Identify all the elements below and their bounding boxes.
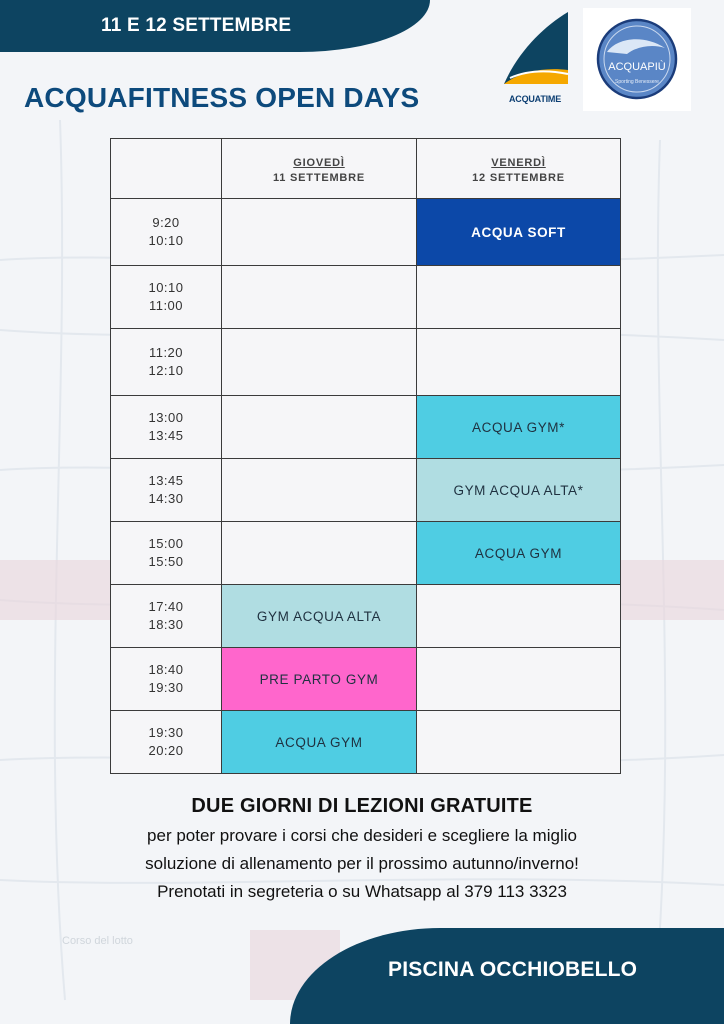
class-cell-friday (417, 266, 621, 329)
schedule-header-row (111, 139, 621, 199)
time-cell (111, 396, 222, 459)
faint-watermark-text: Corso del lotto (62, 935, 133, 947)
day-header-friday (417, 139, 621, 199)
time-end: 20:20 (148, 743, 184, 758)
class-cell-friday (417, 711, 621, 774)
booking-info: Prenotati in segreteria o su Whatsapp al 379 113 3323 (157, 882, 567, 901)
time-end: 12:10 (148, 363, 184, 378)
time-start: 18:40 (148, 662, 184, 677)
time-end: 13:45 (148, 428, 184, 443)
table-row (111, 585, 621, 648)
time-end: 18:30 (148, 617, 184, 632)
location-label: PISCINA OCCHIOBELLO (388, 958, 638, 981)
time-end: 14:30 (148, 491, 184, 506)
class-cell-thursday: ACQUA GYM (222, 711, 417, 774)
time-end: 10:10 (148, 233, 184, 248)
class-cell-thursday (222, 522, 417, 585)
table-row (111, 199, 621, 266)
time-start: 13:45 (148, 473, 184, 488)
class-cell-thursday (222, 199, 417, 266)
dates-banner: 11 E 12 SETTEMBRE (101, 15, 292, 36)
class-cell-friday: ACQUA SOFT (417, 199, 621, 266)
day-name: VENERDÌ (491, 157, 546, 169)
class-cell-friday: GYM ACQUA ALTA* (417, 459, 621, 522)
time-cell (111, 459, 222, 522)
table-row (111, 266, 621, 329)
day-header-thursday (222, 139, 417, 199)
time-start: 17:40 (148, 599, 184, 614)
acquapiu-text: ACQUAPIÙ (608, 61, 666, 73)
description-line-2: soluzione di allenamento per il prossimo autunno/inverno! (145, 854, 579, 873)
table-row (111, 711, 621, 774)
schedule-table (110, 138, 621, 774)
class-cell-thursday: PRE PARTO GYM (222, 648, 417, 711)
time-cell (111, 711, 222, 774)
day-date: 11 SETTEMBRE (272, 172, 366, 184)
time-start: 9:20 (152, 215, 180, 230)
table-row (111, 648, 621, 711)
class-cell-friday (417, 648, 621, 711)
time-cell (111, 266, 222, 329)
page-title: ACQUAFITNESS OPEN DAYS (24, 82, 420, 113)
day-name: GIOVEDÌ (293, 157, 345, 169)
time-end: 15:50 (148, 554, 184, 569)
time-start: 15:00 (148, 536, 184, 551)
class-cell-thursday (222, 459, 417, 522)
table-row (111, 396, 621, 459)
class-cell-thursday (222, 396, 417, 459)
class-cell-friday (417, 329, 621, 396)
acquapiu-subtext: Sporting Benessere (615, 79, 659, 85)
time-start: 10:10 (148, 280, 184, 295)
time-cell (111, 329, 222, 396)
time-cell (111, 648, 222, 711)
time-cell (111, 585, 222, 648)
class-cell-thursday (222, 266, 417, 329)
description-line-1: per poter provare i corsi che desideri e scegliere la miglio (147, 826, 577, 845)
offer-headline: DUE GIORNI DI LEZIONI GRATUITE (191, 795, 533, 817)
class-cell-friday (417, 585, 621, 648)
class-cell-thursday: GYM ACQUA ALTA (222, 585, 417, 648)
time-start: 13:00 (148, 410, 184, 425)
acquatime-text: ACQUATIME (508, 94, 562, 104)
class-cell-friday: ACQUA GYM* (417, 396, 621, 459)
class-cell-friday: ACQUA GYM (417, 522, 621, 585)
corner-cell (111, 139, 222, 199)
time-cell (111, 199, 222, 266)
acquapiu-logo (583, 8, 691, 111)
acquatime-logo (498, 12, 572, 104)
time-start: 11:20 (148, 345, 184, 360)
class-cell-thursday (222, 329, 417, 396)
time-end: 11:00 (148, 298, 184, 313)
time-end: 19:30 (148, 680, 184, 695)
time-start: 19:30 (148, 725, 184, 740)
table-row (111, 522, 621, 585)
table-row (111, 329, 621, 396)
time-cell (111, 522, 222, 585)
day-date: 12 SETTEMBRE (472, 172, 565, 184)
table-row (111, 459, 621, 522)
